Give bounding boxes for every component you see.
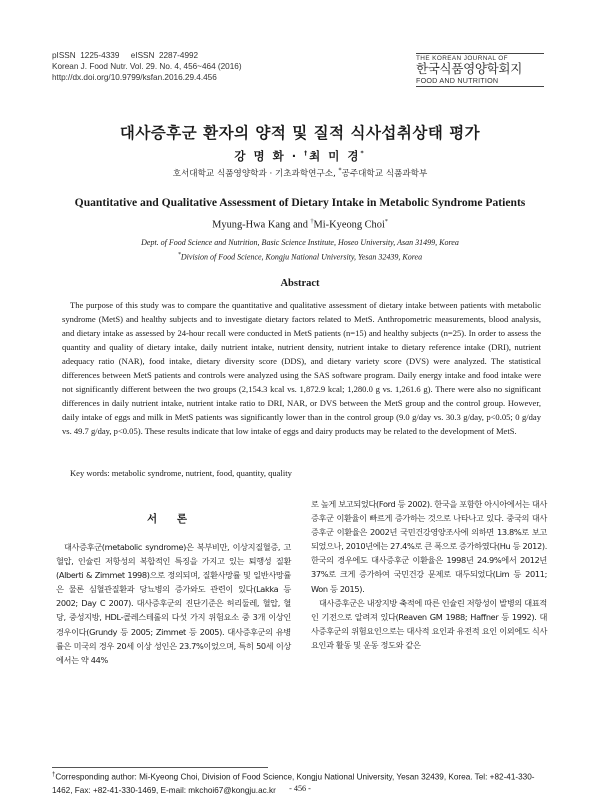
abstract-body: The purpose of this study was to compare the quantitative and qualitative assessment of dietary intake between patients with metabolic syndrome (MetS) and healthy subjects and to investigate dietary factors related to MetS. Anthropometric measurements, blood analysis, and dietary intake as assessed by 24-hour recall were conducted in MetS patients (n=15) and healthy subjects (n=25). In order to assess the quantity and quality of dietary intake, daily nutrient intake, nutrient density, nutrient intake to dietary reference intake (DRI), nutrient adequacy ratio (NAR), food intake, dietary diversity score (DDS), and dietary variety score (DVS) were analyzed. The statistical differences between MetS patients and controls were analyzed using the SAS software program. Daily energy intake and food intake were not significantly different between the two groups (2,154.3 kcal vs. 1,872.9 kcal; 1,280.0 g vs. 1,261.6 g). There were also no significant differences in daily nutrient intake, nutrient intake ratio to DRI, NAR, or DVS between the MetS group and the control group. However, daily intake of eggs and milk in MetS patients was significantly lower than in the control group (9.0 g/day vs. 30.3 g/day, p<0.05; 0 g/day vs. 49.7 g/day, p<0.05). These results indicate that low intake of eggs and dairy products may be related to the development of MetS. xyxy=(62,300,541,437)
journal-logo-top: THE KOREAN JOURNAL OF xyxy=(416,53,544,62)
journal-logo-english: FOOD AND NUTRITION xyxy=(416,76,544,87)
title-korean: 대사증후군 환자의 양적 및 질적 식사섭취상태 평가 xyxy=(119,124,481,142)
affiliation-english-1: Dept. of Food Science and Nutrition, Basic Science Institute, Hoseo University, Asan 31499, Korea xyxy=(141,238,459,247)
title-english: Quantitative and Qualitative Assessment of Dietary Intake in Metabolic Syndrome Patients xyxy=(74,196,526,209)
affiliation-english xyxy=(0,236,600,264)
journal-meta xyxy=(52,50,242,83)
affiliation-english-2-text: Division of Food Science, Kongju National University, Yesan 32439, Korea xyxy=(180,252,423,262)
author-1-korean: 강 명 화 · xyxy=(234,149,305,163)
body-column-right xyxy=(311,497,547,652)
author-2-korean: 최 미 경 xyxy=(309,149,361,163)
affiliation-mark: * xyxy=(384,219,388,225)
footnote-text: Corresponding author: Mi-Kyeong Choi, Division of Food Science, Kongju National University, Yesan 32439, Korea. Tel: +82-41-330-1462, Fax: +82-41-330-1469, E-mail: mkchoi67@kongju.ac.kr xyxy=(52,772,535,795)
affiliation-mark: * xyxy=(360,150,366,158)
affiliation-mark: * xyxy=(177,252,181,258)
author-1-english: Myung-Hwa Kang and xyxy=(212,219,311,231)
affiliation-korean xyxy=(0,167,600,179)
authors-english xyxy=(0,219,600,230)
affiliation-korean-2: 공주대학교 식품과학부 xyxy=(341,169,428,179)
affiliation-mark: * xyxy=(338,167,342,175)
corresponding-mark: † xyxy=(304,150,310,158)
abstract-heading: Abstract xyxy=(280,278,320,289)
section-heading-introduction: 서 론 xyxy=(147,513,195,525)
journal-logo xyxy=(416,53,544,87)
authors-korean xyxy=(0,148,600,164)
citation-line: Korean J. Food Nutr. Vol. 29. No. 4, 456~464 (2016) xyxy=(52,62,242,71)
doi-link[interactable]: http://dx.doi.org/10.9799/ksfan.2016.29.4.456 xyxy=(52,73,217,82)
journal-logo-korean: 한국식품영양학회지 xyxy=(416,61,522,76)
author-2-english: Mi-Kyeong Choi xyxy=(313,219,385,231)
intro-paragraph-1: 대사증후군(metabolic syndrome)은 복부비만, 이상지질혈증, 고혈압, 인슐린 저항성의 복합적인 특징을 가지고 있는 퇴행성 질환(Alberti & Zimmet 1998)으로 정의되며, 질환사망률 및 일반사망률은 물론 심혈관질환과 당뇨병의 증가와도 관련이 있다(Lakka 등 2002; Day C 2007). 대사증후군의 진단기준은 허리둘레, 혈압, 혈당, 중성지방, HDL-콜레스테롤의 다섯 가지 위험요소 중 3개 이상인 경우이다(Grundy 등 2005; Zimmet 등 2005). 대사증후군의 유병률은 미국의 경우 20세 이상 성인은 23.7%이었으며, 특히 50세 이상에서는 약 44% xyxy=(56,542,291,665)
intro-paragraph-2: 대사증후군은 내장지방 축적에 따른 인슐린 저항성이 발병의 대표적인 기전으로 알려져 있다(Reaven GM 1988; Haffner 등 1992). 대사증후군의 위험요인으로는 대사적 요인과 유전적 요인 이외에도 식사요인과 활동 및 운동 정도와 같은 xyxy=(311,597,547,650)
affiliation-korean-1: 호서대학교 식품영양학과 · 기초과학연구소, xyxy=(172,169,339,179)
page-number: - 456 - xyxy=(289,784,311,793)
footnote-divider xyxy=(52,767,268,768)
issn-line: pISSN 1225-4339 eISSN 2287-4992 xyxy=(52,51,199,60)
corresponding-mark: † xyxy=(52,772,56,778)
keywords: Key words: metabolic syndrome, nutrient, food, quantity, quality xyxy=(70,468,292,478)
body-column-left xyxy=(56,540,291,667)
corresponding-mark: † xyxy=(310,219,314,225)
affiliation-english-2 xyxy=(0,249,600,264)
intro-paragraph-1-continued: 로 높게 보고되었다(Ford 등 2002). 한국을 포함한 아시아에서는 대사증후군 이환율이 빠르게 증가하는 것으로 나타나고 있다. 중국의 대사증후군 이환율은 2002년 국민건강영양조사에 의하면 13.8%로 보고되었으나, 2010년에는 27.4%로 큰 폭으로 증가하였다(Hu 등 2012). 한국의 경우에도 대사증후군 이환율은 1998년 24.9%에서 2012년 37%로 크게 증가하여 국민건강 문제로 대두되었다(Lim 등 2011; Won 등 2015). xyxy=(311,499,547,594)
